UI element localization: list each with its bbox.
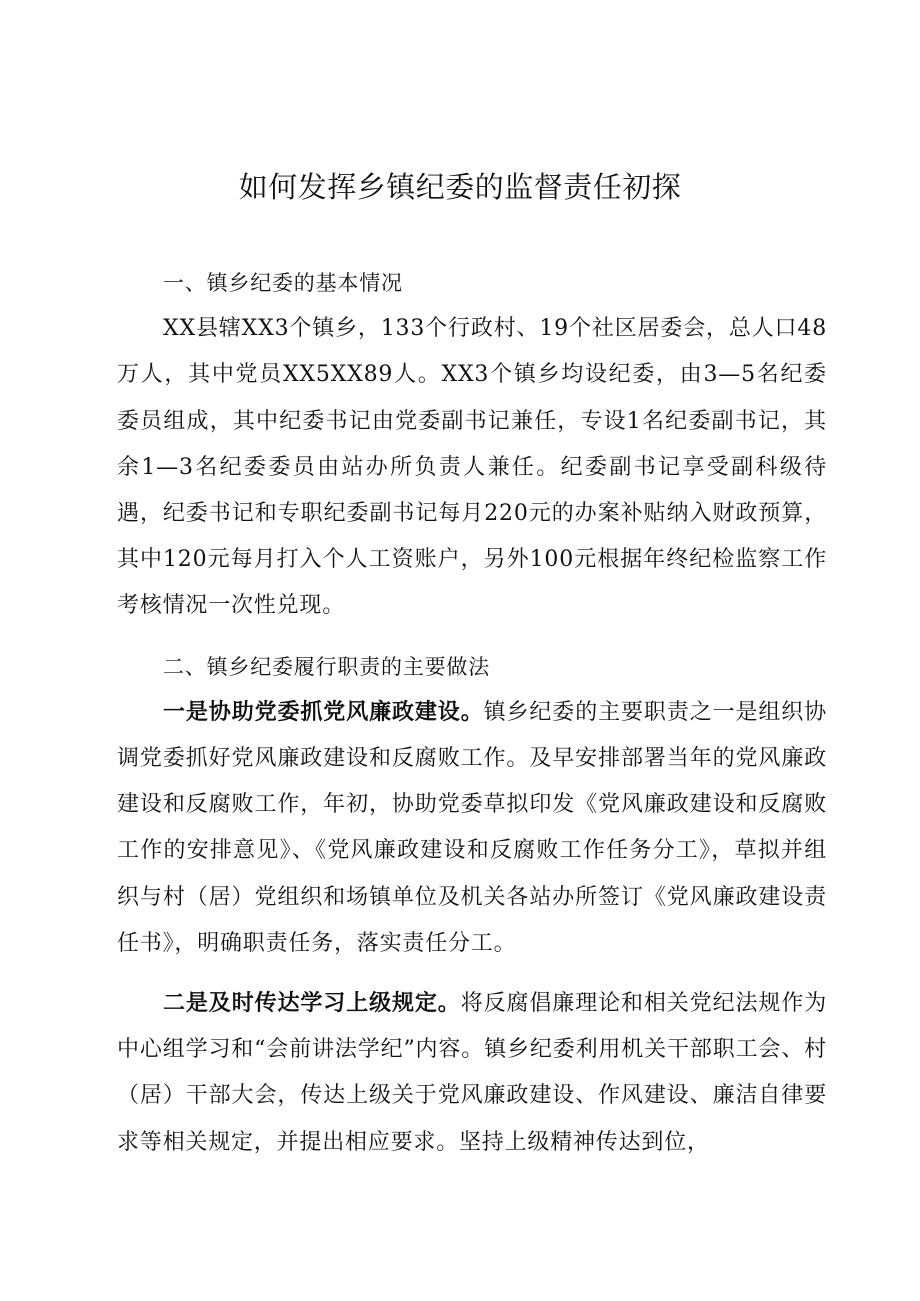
paragraph-lead: 一是协助党委抓党风廉政建设。: [163, 699, 484, 725]
paragraph-basic-situation: XX县辖XX3个镇乡，133个行政村、19个社区居委会，总人口48万人，其中党员XX5XX89人。XX3个镇乡均设纪委，由3—5名纪委委员组成，其中纪委书记由党委副书记兼任，专设1名纪委副书记，其余1—3名纪委委员由站办所负责人兼任。纪委副书记享受副科级待遇，纪委书记和专职纪委副书记每月220元的办案补贴纳入财政预算，其中120元每月打入个人工资账户，另外100元根据年终纪检监察工作考核情况一次性兑现。: [117, 316, 827, 619]
document-body: [117, 260, 827, 1166]
paragraph-practice-1: [117, 690, 827, 967]
paragraph-text: 镇乡纪委的主要职责之一是组织协调党委抓好党风廉政建设和反腐败工作。及早安排部署当年的党风廉政建设和反腐败工作，年初，协助党委草拟印发《党风廉政建设和反腐败工作的安排意见》、《党风廉政建设和反腐败工作任务分工》，草拟并组织与村（居）党组织和场镇单位及机关各站办所签订《党风廉政建设责任书》，明确职责任务，落实责任分工。: [117, 699, 827, 956]
paragraph-text: 将反腐倡廉理论和相关党纪法规作为中心组学习和“会前讲法学纪”内容。镇乡纪委利用机关干部职工会、村（居）干部大会，传达上级关于党风廉政建设、作风建设、廉洁自律要求等相关规定，并提出相应要求。坚持上级精神传达到位，: [117, 991, 827, 1155]
section-heading-main-practices: 二、镇乡纪委履行职责的主要做法: [163, 654, 490, 679]
paragraph-lead: 二是及时传达学习上级规定。: [163, 991, 461, 1017]
document-title: 如何发挥乡镇纪委的监督责任初探: [238, 170, 682, 204]
paragraph-practice-2: [117, 981, 827, 1166]
section-heading-basic-situation: 一、镇乡纪委的基本情况: [163, 271, 403, 295]
